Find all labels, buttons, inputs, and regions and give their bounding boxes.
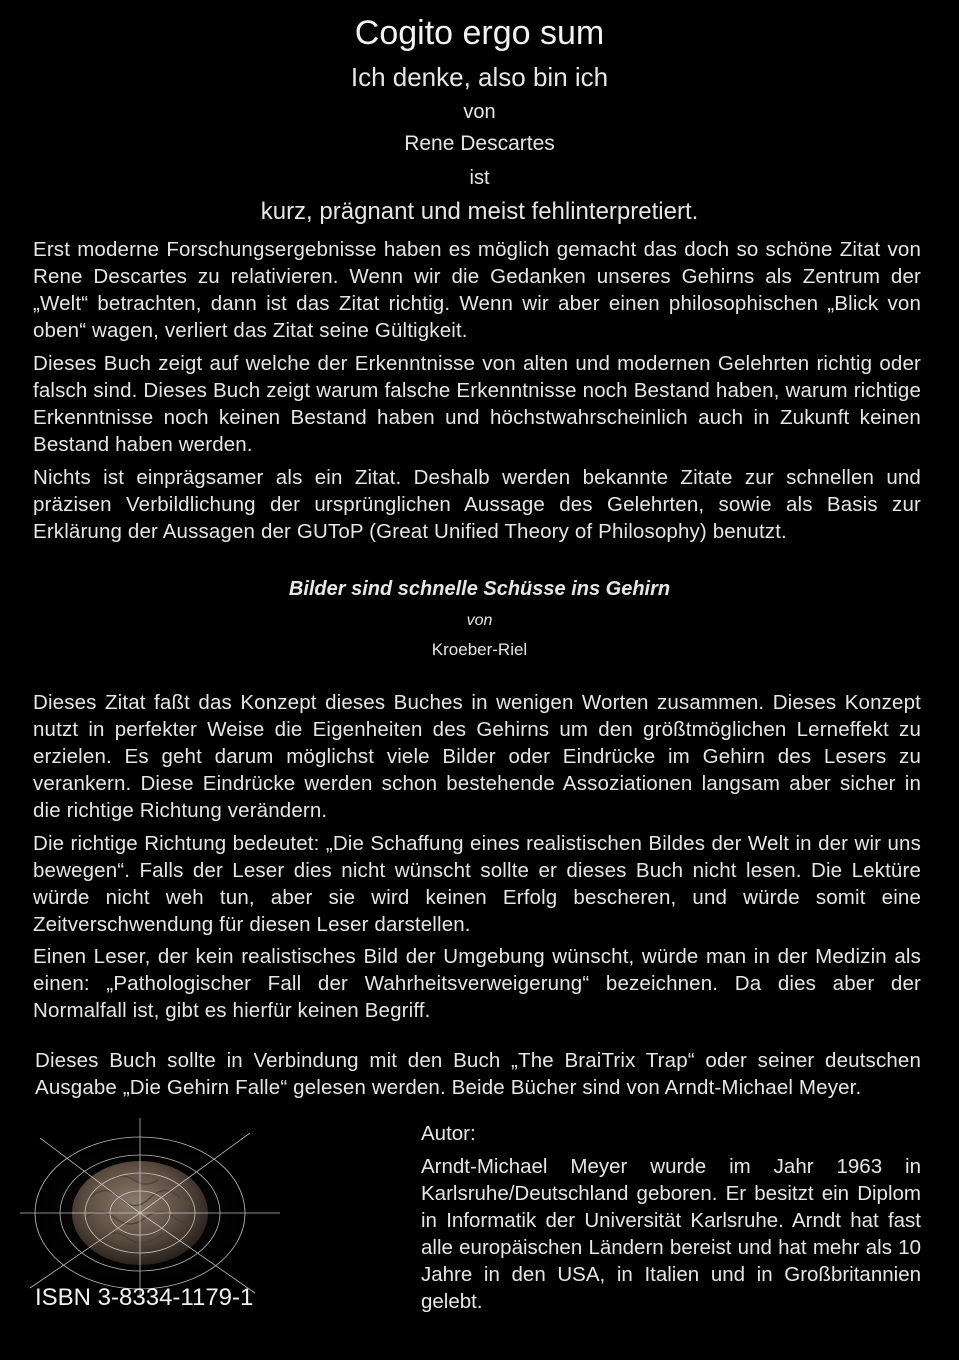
author-section: [421, 1120, 921, 1315]
brain-web-illustration: [20, 1118, 290, 1298]
cover-tagline: kurz, prägnant und meist fehlinterpretiert.: [260, 198, 699, 225]
paragraph-book-shows: Dieses Buch zeigt auf welche der Erkenntnisse von alten und modernen Gelehrten richtig oder falsch sind. Dieses Buch zeigt warum falsche Erkenntnisse noch Bestand haben, warum richtige Erkenntnisse noch keinen Bestand haben und höchstwahrscheinlich auch in Zukunft keinen Bestand haben werden.: [33, 352, 921, 456]
quote-text: Bilder sind schnelle Schüsse ins Gehirn: [288, 578, 671, 600]
paragraph-concept: Dieses Zitat faßt das Konzept dieses Buches in wenigen Worten zusammen. Dieses Konzept nutzt in perfekter Weise die Eigenheiten des Gehirns um den größtmöglichen Lerneffekt zu erzielen. Es geht darum möglichst viele Bilder oder Eindrücke im Gehirn des Lesers zu verankern. Diese Eindrücke werden schon bestehende Assoziationen langsam aber sicher in die richtige Richtung verändern.: [33, 691, 921, 822]
cover-title: Cogito ergo sum: [354, 14, 605, 52]
quote-source: Kroeber-Riel: [431, 640, 528, 659]
paragraph-companion-book: Dieses Buch sollte in Verbindung mit den Buch „The BraiTrix Trap“ oder seiner deutschen Ausgabe „Die Gehirn Falle“ gelesen werden. Beide Bücher sind von Arndt-Michael Meyer.: [35, 1049, 921, 1099]
isbn-number: ISBN 3-8334-1179-1: [35, 1284, 254, 1311]
cover-translation: Ich denke, also bin ich: [350, 62, 609, 92]
cover-ist: ist: [469, 167, 490, 189]
cover-von: von: [463, 101, 496, 123]
paragraph-reader: Einen Leser, der kein realistisches Bild der Umgebung wünscht, würde man in der Medizin als einen: „Pathologischer Fall der Wahrheitsverweigerung“ bezeichnen. Da dies aber der Normalfall ist, gibt es hierfür keinen Begriff.: [33, 945, 921, 1022]
author-label: Autor:: [421, 1122, 476, 1145]
author-bio: Arndt-Michael Meyer wurde im Jahr 1963 in Karlsruhe/Deutschland geboren. Er besitzt ein Diplom in Informatik der Universität Karlsruhe. Arndt hat fast alle europäischen Ländern bereist und hat mehr als 10 Jahre in den USA, in Italien und in Großbritannien gelebt.: [421, 1155, 921, 1313]
paragraph-direction: Die richtige Richtung bedeutet: „Die Schaffung eines realistischen Bildes der Welt in der wir uns bewegen“. Falls der Leser dies nicht wünscht sollte er dieses Buch nicht lesen. Die Lektüre würde nicht weh tun, aber sie wird keinen Erfolg bescheren, und würde somit eine Zeitverschwendung für diesen Leser darstellen.: [33, 832, 921, 936]
cover-quote-author: Rene Descartes: [404, 132, 555, 155]
paragraph-quotes: Nichts ist einprägsamer als ein Zitat. Deshalb werden bekannte Zitate zur schnellen und präzisen Verbildlichung der ursprünglichen Aussage des Gelehrten, sowie als Basis zur Erklärung der Aussagen der GUToP (Great Unified Theory of Philosophy) benutzt.: [33, 466, 921, 543]
quote-von: von: [466, 612, 493, 629]
paragraph-intro: Erst moderne Forschungsergebnisse haben es möglich gemacht das doch so schöne Zitat von Rene Descartes zu relativieren. Wenn wir die Gedanken unseres Gehirns als Zentrum der „Welt“ betrachten, dann ist das Zitat richtig. Wenn wir aber einen philosophischen „Blick von oben“ wagen, verliert das Zitat seine Gültigkeit.: [33, 238, 921, 342]
